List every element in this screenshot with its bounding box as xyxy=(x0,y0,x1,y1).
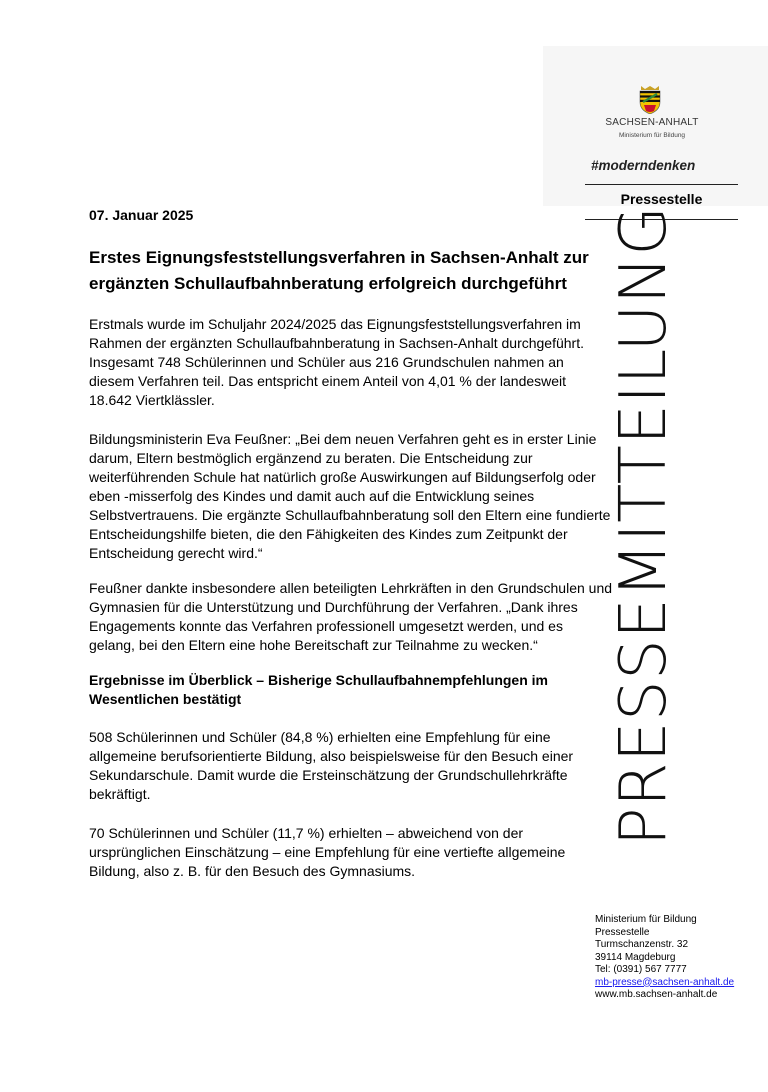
footer-department: Pressestelle xyxy=(595,926,650,938)
page-title: Erstes Eignungsfeststellungsverfahren in Sachsen-Anhalt zur ergänzten Schullaufbahnberatung erfolgreich durchgeführt xyxy=(89,248,589,293)
footer-email-link[interactable]: mb-presse@sachsen-anhalt.de xyxy=(595,976,735,988)
footer-street: Turmschanzenstr. 32 xyxy=(595,939,689,950)
vertical-press-release-label: PRESSEMITTEILUNG xyxy=(607,205,681,846)
footer-phone: Tel: (0391) 567 7777 xyxy=(595,964,687,975)
paragraph-result-2: 70 Schülerinnen und Schüler (11,7 %) erhielten – abweichend von der ursprünglichen Einschätzung – eine Empfehlung für eine vertiefte allgemeine Bildung, also z. B. für den Besuch des Gymnasiums. xyxy=(89,825,566,879)
department-label: Pressestelle xyxy=(620,191,703,207)
logo-ministry: Ministerium für Bildung xyxy=(618,132,686,139)
hashtag: #moderndenken xyxy=(591,158,696,173)
coat-of-arms-icon xyxy=(638,86,662,114)
release-date: 07. Januar 2025 xyxy=(89,207,194,223)
logo-wordmark: SACHSEN-ANHALT xyxy=(605,117,699,128)
section-heading: Ergebnisse im Überblick – Bisherige Schullaufbahnempfehlungen im Wesentlichen bestätigt xyxy=(89,672,548,707)
header-rule-top xyxy=(585,184,738,185)
paragraph-quote: Bildungsministerin Eva Feußner: „Bei dem neuen Verfahren geht es in erster Linie darum, Eltern bestmöglich ergänzend zu beraten. Die Entscheidung zur weiterführenden Schule hat natürlich große Auswirkungen auf Bildungserfolg oder eben -misserfolg des Kindes und damit auch auf die Entwicklung seines Selbstvertrauens. Die ergänzte Schullaufbahnberatung soll den Eltern eine fundierte Entscheidungshilfe bieten, die den Fähigkeiten des Kindes zum Zeitpunkt der Entscheidung gerecht wird.“ xyxy=(89,431,611,561)
footer-website[interactable]: www.mb.sachsen-anhalt.de xyxy=(595,989,718,1000)
paragraph-thanks: Feußner dankte insbesondere allen beteiligten Lehrkräften in den Grundschulen und Gymnasien für die Unterstützung und Durchführung der Verfahren. „Dank ihres Engagements konnte das Verfahren professionell umgesetzt werden, und es gelang, bei den Eltern eine hohe Bereitschaft zur Teilnahme zu wecken.“ xyxy=(89,580,613,653)
contact-footer xyxy=(595,914,734,1002)
footer-ministry: Ministerium für Bildung xyxy=(595,914,697,925)
paragraph-intro: Erstmals wurde im Schuljahr 2024/2025 das Eignungsfeststellungsverfahren im Rahmen der ergänzten Schullaufbahnberatung in Sachsen-Anhalt durchgeführt. Insgesamt 748 Schülerinnen und Schüler aus 216 Grundschulen nahmen an diesem Verfahren teil. Das entspricht einem Anteil von 4,01 % der landesweit 18.642 Viertklässler. xyxy=(89,316,584,408)
paragraph-result-1: 508 Schülerinnen und Schüler (84,8 %) erhielten eine Empfehlung für eine allgemeine berufsorientierte Bildung, also beispielsweise für den Besuch einer Sekundarschule. Damit wurde die Ersteinschätzung der Grundschullehrkräfte bekräftigt. xyxy=(89,729,574,802)
footer-city: 39114 Magdeburg xyxy=(595,951,676,963)
